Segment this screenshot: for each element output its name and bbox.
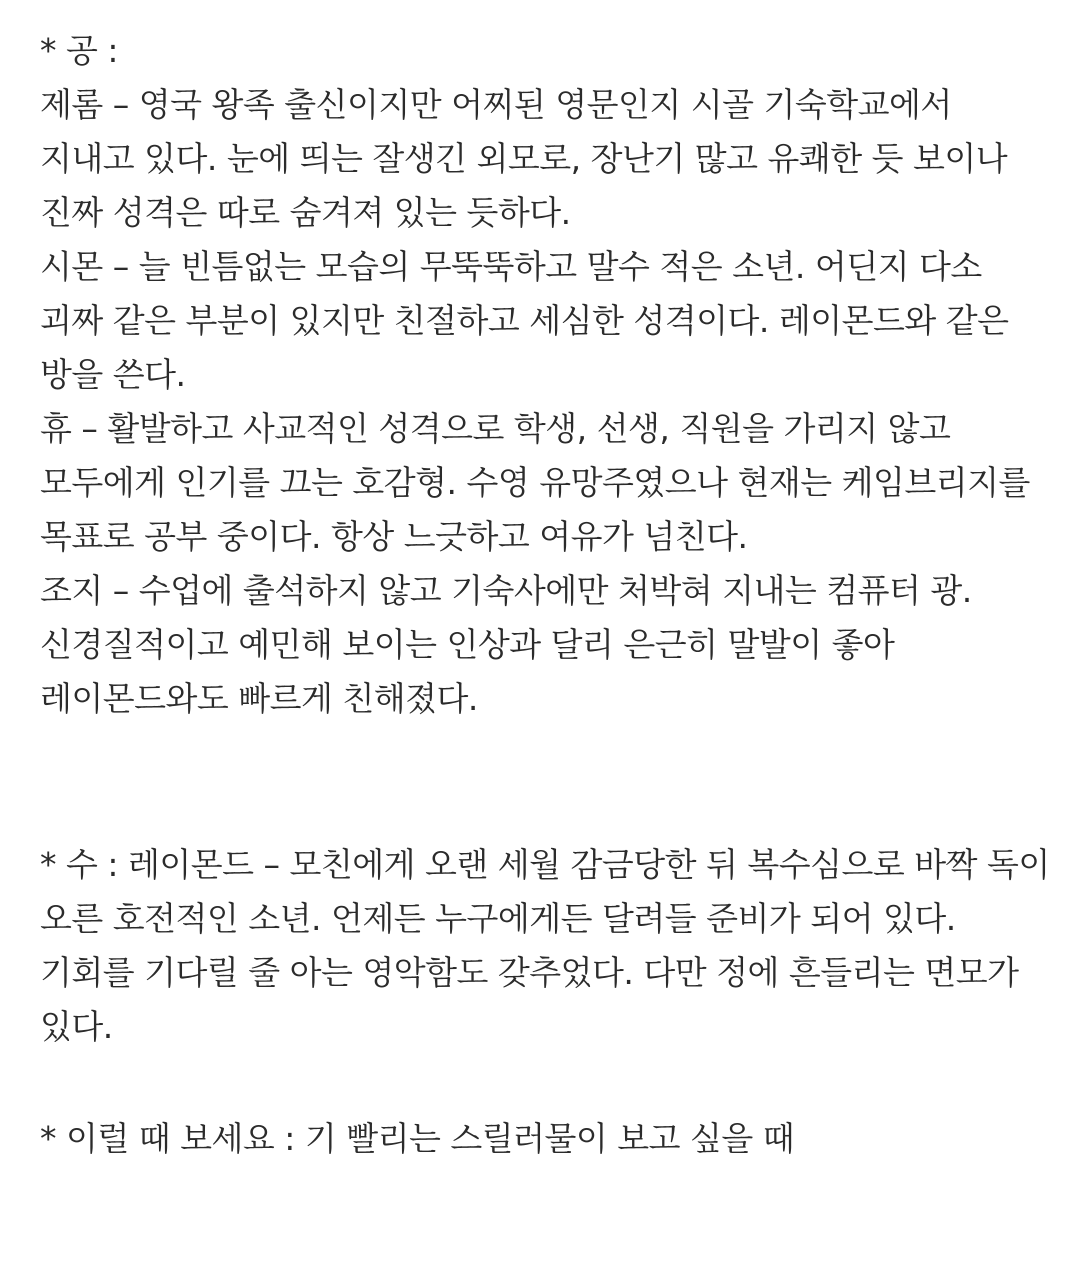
- george-description: [40, 564, 1060, 726]
- section-spacer: [40, 1054, 1060, 1112]
- hugh-description: [40, 402, 1060, 564]
- text-line: * 수 : 레이몬드 – 모친에게 오랜 세월 감금당한 뒤 복수심으로 바짝 독이: [40, 845, 1050, 884]
- text-line: 괴짜 같은 부분이 있지만 친절하고 세심한 성격이다. 레이몬드와 같은: [40, 301, 1009, 340]
- text-line: 있다.: [40, 1007, 113, 1046]
- document-body: [40, 24, 1060, 1166]
- text-line: 진짜 성격은 따로 숨겨져 있는 듯하다.: [40, 193, 571, 232]
- top-heading: * 공 :: [40, 31, 118, 70]
- jerome-description: [40, 78, 1060, 240]
- text-line: 신경질적이고 예민해 보이는 인상과 달리 은근히 말발이 좋아: [40, 625, 895, 664]
- text-line: 기회를 기다릴 줄 아는 영악함도 갖추었다. 다만 정에 흔들리는 면모가: [40, 953, 1019, 992]
- text-line: 제롬 – 영국 왕족 출신이지만 어찌된 영문인지 시골 기숙학교에서: [40, 85, 952, 124]
- raymond-description: [40, 838, 1060, 1054]
- simon-description: [40, 240, 1060, 402]
- text-line: 모두에게 인기를 끄는 호감형. 수영 유망주였으나 현재는 케임브리지를: [40, 463, 1030, 502]
- text-line: 시몬 – 늘 빈틈없는 모습의 무뚝뚝하고 말수 적은 소년. 어딘지 다소: [40, 247, 982, 286]
- text-line: 휴 – 활발하고 사교적인 성격으로 학생, 선생, 직원을 가리지 않고: [40, 409, 951, 448]
- bottom-section: [40, 838, 1060, 1166]
- text-line: 레이몬드와도 빠르게 친해졌다.: [40, 679, 478, 718]
- text-line: 오른 호전적인 소년. 언제든 누구에게든 달려들 준비가 되어 있다.: [40, 899, 956, 938]
- section-spacer: [40, 726, 1060, 838]
- recommendation-line: * 이럴 때 보세요 : 기 빨리는 스릴러물이 보고 싶을 때: [40, 1119, 795, 1158]
- text-line: 목표로 공부 중이다. 항상 느긋하고 여유가 넘친다.: [40, 517, 748, 556]
- top-section: [40, 24, 1060, 726]
- text-line: 조지 – 수업에 출석하지 않고 기숙사에만 처박혀 지내는 컴퓨터 광.: [40, 571, 972, 610]
- text-line: 지내고 있다. 눈에 띄는 잘생긴 외모로, 장난기 많고 유쾌한 듯 보이나: [40, 139, 1008, 178]
- text-line: 방을 쓴다.: [40, 355, 186, 394]
